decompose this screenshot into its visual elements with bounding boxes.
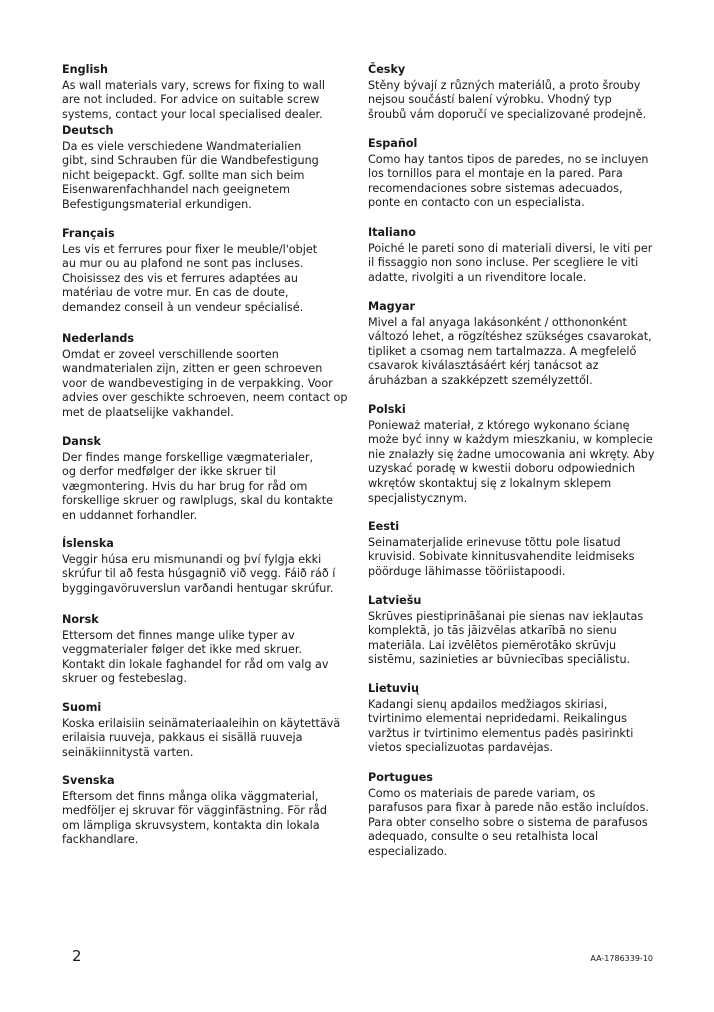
section-text: Da es viele verschiedene Wandmaterialien gibt, sind Schrauben für die Wandbefestigung nicht beigepackt. Ggf. sollte man sich beim Eisenwarenfachhandel nach geeignetem Befestigungsmaterial erkundigen. (62, 139, 319, 211)
section-text: Veggir húsa eru mismunandi og því fylgja ekki skrúfur til að festa húsgagnið við vegg. Fáið ráð í byggingavöruverslun varðandi hentugar skrúfur. (62, 552, 336, 595)
section-text: Stěny bývají z různých materiálů, a proto šrouby nejsou součástí balení výrobku. Vhodný typ šroubů vám doporučí ve specializované prodejně. (368, 78, 647, 121)
section-italiano (368, 226, 658, 300)
section-text: Les vis et ferrures pour fixer le meuble/l'objet au mur ou au plafond ne sont pas incluses. Choisissez des vis et ferrures adaptées au matériau de votre mur. En cas de doute, demandez conseil à un vendeur spécialisé. (62, 242, 318, 314)
section-heading: Nederlands (62, 332, 135, 345)
section-text: Eftersom det finns många olika väggmaterial, medföljer ej skruvar för vägginfästning. För råd om lämpliga skruvsystem, kontakta din lokala fackhandlare. (62, 789, 328, 847)
section-svenska (62, 774, 352, 848)
section-text: Como os materiais de parede variam, os parafusos para fixar à parede não estão incluídos. Para obter conselho sobre o sistema de parafusos adequado, consulte o seu retalhista local especializado. (368, 786, 649, 858)
section-text: Como hay tantos tipos de paredes, no se incluyen los tornillos para el montaje en la pared. Para recomendaciones sobre sistemas adecuados, ponte en contacto con un especialista. (368, 152, 649, 210)
section-text: Koska erilaisiin seinämateriaaleihin on käytettävä erilaisia ruuveja, pakkaus ei sisällä ruuveja seinäkiinnitystä varten. (62, 716, 341, 759)
section-text: As wall materials vary, screws for fixing to wall are not included. For advice on suitable screw systems, contact your local specialised dealer. (62, 78, 325, 121)
section-text: Ettersom det finnes mange ulike typer av veggmaterialer følger det ikke med skruer. Kontakt din lokale faghandel for råd om valg av skruer og festebeslag. (62, 628, 329, 686)
section-portugues (368, 771, 658, 860)
section-nederlands (62, 332, 352, 435)
section-latviesu (368, 594, 658, 682)
section-islenska (62, 537, 352, 613)
left-column (62, 63, 352, 848)
section-espanol (368, 137, 658, 226)
section-heading: Portugues (368, 771, 433, 784)
section-heading: Lietuvių (368, 682, 419, 695)
section-magyar (368, 300, 658, 403)
section-text: Skrūves piestiprināšanai pie sienas nav iekļautas komplektā, jo tās jāizvēlas atkarībā no sienu materiāla. Lai izvēlētos piemērotāko skrūvju sistēmu, sazinieties ar būvniecības speciālistu. (368, 609, 644, 667)
section-text: Seinamaterjalide erinevuse tõttu pole lisatud kruvisid. Sobivate kinnitusvahendite leidmiseks pöörduge lähimasse tööriistapoodi. (368, 535, 635, 578)
section-heading: Íslenska (62, 537, 114, 550)
section-english (62, 63, 352, 124)
section-text: Der findes mange forskellige vægmaterialer, og derfor medfølger der ikke skruer til vægmontering. Hvis du har brug for råd om forskellige skruer og rawlplugs, skal du kontakte en uddannet forhandler. (62, 450, 334, 522)
section-heading: Dansk (62, 435, 101, 448)
section-francais (62, 227, 352, 332)
section-heading: Magyar (368, 300, 416, 313)
section-text: Poiché le pareti sono di materiali diversi, le viti per il fissaggio non sono incluse. Per scegliere le viti adatte, rivolgiti a un rivenditore locale. (368, 241, 653, 284)
section-deutsch (62, 124, 352, 227)
document-code: AA-1786339-10 (590, 954, 653, 963)
section-heading: Svenska (62, 774, 115, 787)
section-text: Mivel a fal anyaga lakásonként / otthononként változó lehet, a rögzítéshez szükséges csavarokat, tipliket a csomag nem tartalmazza. A megfelelő csavarok kiválasztásáért kérj tanácsot az áruházban a szakképzett személyzettől. (368, 315, 652, 387)
section-heading: Polski (368, 403, 406, 416)
section-heading: Français (62, 227, 115, 240)
section-lietuviu (368, 682, 658, 771)
section-heading: Español (368, 137, 418, 150)
section-norsk (62, 613, 352, 701)
section-eesti (368, 520, 658, 594)
section-heading: Suomi (62, 701, 102, 714)
section-heading: English (62, 63, 108, 76)
section-polski (368, 403, 658, 520)
section-heading: Latviešu (368, 594, 422, 607)
right-column (368, 63, 658, 860)
section-text: Omdat er zoveel verschillende soorten wandmaterialen zijn, zitten er geen schroeven voor de wandbevestiging in de verpakking. Voor advies over geschikte schroeven, neem contact op met de plaatselijke vakhandel. (62, 347, 348, 419)
section-heading: Česky (368, 63, 406, 76)
section-text: Ponieważ materiał, z którego wykonano ścianę może być inny w każdym mieszkaniu, w komplecie nie znalazły się żadne umocowania ani wkręty. Aby uzyskać poradę w kwestii doboru odpowiednich wkrętów skontaktuj się z lokalnym sklepem specjalistycznym. (368, 418, 655, 505)
section-heading: Deutsch (62, 124, 114, 137)
section-heading: Italiano (368, 226, 416, 239)
section-text: Kadangi sienų apdailos medžiagos skiriasi, tvirtinimo elementai nepridedami. Reikalingus varžtus ir tvirtinimo elementus padės pasirinkti vietos specializuotas pardavėjas. (368, 697, 634, 755)
section-dansk (62, 435, 352, 537)
section-suomi (62, 701, 352, 774)
section-heading: Eesti (368, 520, 400, 533)
section-cesky (368, 63, 658, 137)
page-number: 2 (72, 947, 82, 965)
section-heading: Norsk (62, 613, 99, 626)
